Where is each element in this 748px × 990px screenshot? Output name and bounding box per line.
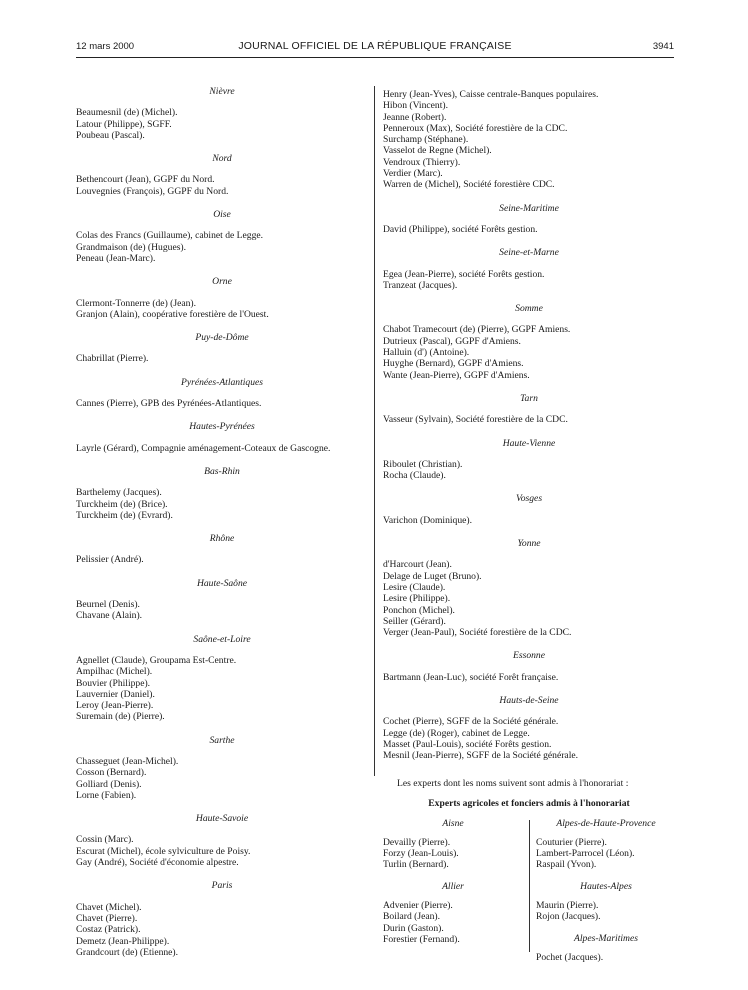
department-section <box>76 533 368 566</box>
honorariat-block <box>383 778 675 963</box>
department-title: Hautes-Pyrénées <box>189 421 255 433</box>
expert-entry: Costaz (Patrick). <box>76 924 141 936</box>
expert-list <box>76 443 368 454</box>
expert-entry: Golliard (Denis). <box>76 778 142 790</box>
department-title: Nord <box>212 153 232 165</box>
department-title: Hautes-Alpes <box>580 880 632 892</box>
expert-entry: Varichon (Dominique). <box>383 514 472 526</box>
expert-entry: Devailly (Pierre). <box>383 836 451 848</box>
department-title: Rhône <box>209 533 235 545</box>
department-section <box>383 695 675 761</box>
expert-list <box>383 324 675 380</box>
page-number: 3941 <box>652 41 674 52</box>
expert-entry: Chabot Tramecourt (de) (Pierre), GGPF Amiens. <box>383 324 571 336</box>
expert-entry: Rocha (Claude). <box>383 470 446 482</box>
expert-entry: Bethencourt (Jean), GGPF du Nord. <box>76 174 215 186</box>
expert-entry: Lesire (Claude). <box>383 581 446 593</box>
expert-list <box>76 756 368 801</box>
department-section <box>76 421 368 454</box>
expert-list <box>76 554 368 565</box>
expert-entry: Egea (Jean-Pierre), société Forêts gestion. <box>383 268 545 280</box>
right-sections <box>383 203 675 762</box>
department-title: Tarn <box>520 392 538 404</box>
department-title: Orne <box>212 276 232 288</box>
department-section <box>536 818 676 871</box>
department-section <box>383 650 675 683</box>
expert-entry: Louvegnies (François), GGPF du Nord. <box>76 185 229 197</box>
expert-entry: Grandcourt (de) (Etienne). <box>76 946 179 958</box>
continued-list <box>383 89 675 191</box>
journal-title: JOURNAL OFFICIEL DE LA RÉPUBLIQUE FRANÇAISE <box>238 40 512 52</box>
department-section <box>383 393 675 426</box>
department-section <box>76 153 368 197</box>
expert-list <box>76 353 368 364</box>
left-column <box>76 86 368 970</box>
expert-entry: Cosson (Bernard). <box>76 767 147 779</box>
expert-entry: Henry (Jean-Yves), Caisse centrale-Banques populaires. <box>383 89 599 100</box>
expert-entry: Lauvernier (Daniel). <box>76 688 155 700</box>
expert-list <box>76 487 368 521</box>
expert-list <box>76 599 368 622</box>
department-section <box>76 634 368 723</box>
expert-entry: Maurin (Pierre). <box>536 900 599 912</box>
expert-entry: Demetz (Jean-Philippe). <box>76 935 170 947</box>
expert-entry: Jeanne (Robert). <box>383 111 447 123</box>
expert-list <box>76 834 368 868</box>
department-title: Seine-et-Marne <box>499 247 559 259</box>
expert-entry: Chabrillat (Pierre). <box>76 353 149 365</box>
department-section <box>76 578 368 622</box>
expert-entry: Beaumesnil (de) (Michel). <box>76 107 178 119</box>
honorariat-column-a <box>383 818 523 956</box>
expert-entry: Latour (Philippe), SGFF. <box>76 118 172 130</box>
expert-list <box>76 107 368 141</box>
department-title: Alpes-de-Haute-Provence <box>556 817 656 829</box>
department-section <box>76 332 368 365</box>
expert-entry: Poubeau (Pascal). <box>76 129 145 141</box>
department-title: Alpes-Maritimes <box>574 932 638 944</box>
department-title: Vosges <box>515 493 543 505</box>
expert-entry: Vendroux (Thierry). <box>383 156 461 168</box>
expert-entry: Halluin (d') (Antoine). <box>383 347 470 359</box>
expert-list <box>383 224 675 235</box>
department-section <box>536 881 676 923</box>
department-title: Hauts-de-Seine <box>499 694 559 706</box>
expert-entry: Turlin (Bernard). <box>383 859 449 871</box>
expert-list <box>76 398 368 409</box>
department-section <box>383 493 675 526</box>
expert-entry: Agnellet (Claude), Groupama Est-Centre. <box>76 654 237 666</box>
department-title: Allier <box>442 880 464 892</box>
department-section <box>383 881 523 945</box>
expert-entry: Chavet (Michel). <box>76 901 142 913</box>
department-title: Saône-et-Loire <box>193 633 251 645</box>
department-section <box>76 880 368 958</box>
department-section <box>383 538 675 638</box>
expert-entry: Cossin (Marc). <box>76 834 134 846</box>
expert-entry: Colas des Francs (Guillaume), cabinet de Legge. <box>76 230 264 242</box>
expert-entry: Forestier (Fernand). <box>383 933 460 945</box>
expert-entry: Surchamp (Stéphane). <box>383 134 469 146</box>
department-section <box>76 466 368 521</box>
department-title: Haute-Saône <box>196 577 248 589</box>
department-section <box>383 203 675 236</box>
expert-entry: Turckheim (de) (Brice). <box>76 498 168 510</box>
expert-entry: Clermont-Tonnerre (de) (Jean). <box>76 297 196 309</box>
expert-entry: Warren de (Michel), Société forestière CDC. <box>383 179 555 191</box>
expert-entry: Ponchon (Michel). <box>383 604 455 616</box>
expert-list <box>536 900 676 923</box>
expert-entry: Pochet (Jacques). <box>536 951 604 963</box>
expert-entry: Wante (Jean-Pierre), GGPF d'Amiens. <box>383 369 530 381</box>
expert-entry: Delage de Luget (Bruno). <box>383 570 482 582</box>
department-section <box>383 818 523 871</box>
honorariat-divider <box>529 820 530 952</box>
expert-list <box>383 672 675 683</box>
honorariat-columns <box>383 817 675 963</box>
department-title: Seine-Maritime <box>499 202 559 214</box>
expert-entry: Forzy (Jean-Louis). <box>383 848 459 860</box>
expert-entry: Gay (André), Société d'économie alpestre. <box>76 857 239 869</box>
expert-entry: Ampilhac (Michel). <box>76 666 153 678</box>
expert-entry: Lorne (Fabien). <box>76 789 137 801</box>
department-title: Somme <box>515 303 543 315</box>
expert-entry: David (Philippe), société Forêts gestion. <box>383 223 538 235</box>
expert-entry: Dutrieux (Pascal), GGPF d'Amiens. <box>383 335 521 347</box>
right-column <box>383 89 675 773</box>
department-title: Yonne <box>517 538 541 550</box>
department-section <box>76 276 368 320</box>
expert-entry: Raspail (Yvon). <box>536 859 597 871</box>
column-divider <box>374 86 375 776</box>
department-section <box>76 377 368 410</box>
department-title: Puy-de-Dôme <box>195 332 249 344</box>
expert-list <box>76 902 368 958</box>
expert-entry: Escurat (Michel), école sylviculture de Poisy. <box>76 845 251 857</box>
department-section <box>383 438 675 482</box>
expert-list <box>383 900 523 945</box>
department-section <box>383 247 675 291</box>
expert-entry: Peneau (Jean-Marc). <box>76 252 156 264</box>
department-title: Pyrénées-Atlantiques <box>180 376 264 388</box>
expert-entry: Seiller (Gérard). <box>383 615 446 627</box>
expert-entry: Lambert-Parrocel (Léon). <box>536 848 635 860</box>
expert-list <box>383 515 675 526</box>
expert-list <box>536 952 676 963</box>
expert-entry: Tranzeat (Jacques). <box>383 279 458 291</box>
department-title: Essonne <box>513 650 545 662</box>
expert-entry: Legge (de) (Roger), cabinet de Legge. <box>383 727 530 739</box>
expert-list <box>383 559 675 638</box>
expert-list <box>383 414 675 425</box>
expert-list <box>536 837 676 871</box>
expert-entry: Hibon (Vincent). <box>383 100 448 112</box>
department-title: Sarthe <box>209 734 235 746</box>
expert-entry: Leroy (Jean-Pierre). <box>76 700 154 712</box>
honorariat-heading: Experts agricoles et fonciers admis à l'honorariat <box>428 798 630 810</box>
expert-entry: Cochet (Pierre), SGFF de la Société générale. <box>383 716 559 728</box>
department-section <box>76 209 368 264</box>
department-title: Nièvre <box>209 86 235 97</box>
expert-entry: Verger (Jean-Paul), Société forestière de la CDC. <box>383 627 572 639</box>
expert-entry: Granjon (Alain), coopérative forestière de l'Ouest. <box>76 308 269 320</box>
expert-entry: Durin (Gaston). <box>383 922 444 934</box>
expert-entry: Grandmaison (de) (Hugues). <box>76 241 187 253</box>
expert-list <box>76 298 368 321</box>
expert-list <box>383 269 675 292</box>
department-section <box>76 813 368 868</box>
honorariat-column-b <box>536 818 676 974</box>
expert-list <box>383 837 523 871</box>
expert-entry: Bartmann (Jean-Luc), société Forêt française. <box>383 671 559 683</box>
honorariat-intro: Les experts dont les noms suivent sont admis à l'honorariat : <box>397 778 629 789</box>
expert-entry: Riboulet (Christian). <box>383 458 463 470</box>
expert-entry: Turckheim (de) (Evrard). <box>76 509 173 521</box>
expert-entry: Pelissier (André). <box>76 554 144 566</box>
expert-list <box>76 174 368 197</box>
department-section <box>76 86 368 141</box>
department-section <box>536 933 676 964</box>
expert-entry: Penneroux (Max), Société forestière de la CDC. <box>383 122 568 134</box>
expert-entry: Chavane (Alain). <box>76 610 143 622</box>
expert-entry: Rojon (Jacques). <box>536 911 601 923</box>
expert-entry: Huyghe (Bernard), GGPF d'Amiens. <box>383 358 524 370</box>
expert-entry: Barthelemy (Jacques). <box>76 487 162 499</box>
expert-entry: Layrle (Gérard), Compagnie aménagement-Coteaux de Gascogne. <box>76 442 331 454</box>
expert-entry: Chasseguet (Jean-Michel). <box>76 755 179 767</box>
department-title: Oise <box>213 209 231 221</box>
expert-entry: Masset (Paul-Louis), société Forêts gestion. <box>383 738 552 750</box>
department-title: Haute-Vienne <box>502 437 556 449</box>
page-header <box>76 41 674 58</box>
department-section <box>383 303 675 381</box>
expert-entry: Bouvier (Philippe). <box>76 677 151 689</box>
department-title: Bas-Rhin <box>204 465 240 477</box>
expert-entry: Advenier (Pierre). <box>383 900 453 912</box>
expert-entry: Chavet (Pierre). <box>76 912 138 924</box>
expert-list <box>76 655 368 723</box>
expert-list <box>383 459 675 482</box>
header-date: 12 mars 2000 <box>76 41 135 52</box>
expert-entry: Lesire (Philippe). <box>383 593 451 605</box>
expert-entry: Cannes (Pierre), GPB des Pyrénées-Atlantiques. <box>76 398 262 410</box>
expert-entry: Vasselot de Regne (Michel). <box>383 145 492 157</box>
expert-entry: Verdier (Marc). <box>383 168 443 180</box>
expert-list <box>383 716 675 761</box>
expert-entry: Vasseur (Sylvain), Société forestière de la CDC. <box>383 414 568 426</box>
expert-entry: Mesnil (Jean-Pierre), SGFF de la Société générale. <box>383 750 579 762</box>
department-title: Aisne <box>442 817 464 829</box>
expert-entry: Beurnel (Denis). <box>76 599 140 611</box>
expert-entry: d'Harcourt (Jean). <box>383 559 452 571</box>
expert-entry: Suremain (de) (Pierre). <box>76 711 165 723</box>
expert-list <box>76 230 368 264</box>
expert-entry: Boilard (Jean). <box>383 911 441 923</box>
expert-entry: Couturier (Pierre). <box>536 836 607 848</box>
department-title: Paris <box>211 880 233 892</box>
department-section <box>76 735 368 801</box>
department-title: Haute-Savoie <box>195 813 249 825</box>
